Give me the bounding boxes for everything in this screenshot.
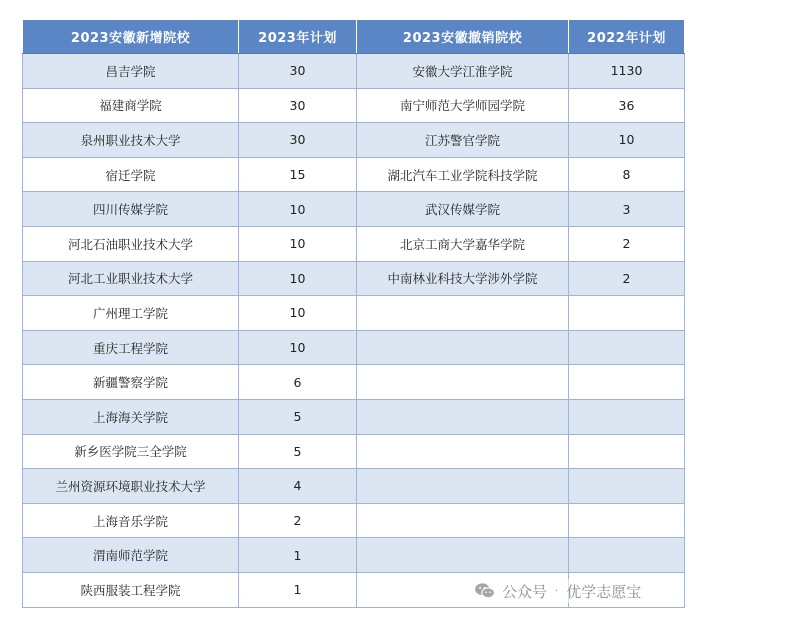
cell-new-school: 陕西服装工程学院 [23, 572, 239, 607]
wechat-icon [474, 582, 496, 600]
cell-removed-school: 南宁师范大学师园学院 [357, 88, 569, 123]
school-table-container [22, 19, 684, 608]
cell-removed-school [357, 365, 569, 400]
table-row [23, 296, 685, 331]
cell-2023-plan: 5 [239, 434, 357, 469]
cell-removed-school [357, 330, 569, 365]
table-row [23, 123, 685, 158]
cell-new-school: 广州理工学院 [23, 296, 239, 331]
watermark-separator: · [555, 585, 559, 597]
cell-removed-school [357, 399, 569, 434]
cell-removed-school [357, 503, 569, 538]
cell-new-school: 兰州资源环境职业技术大学 [23, 469, 239, 504]
cell-2023-plan: 10 [239, 296, 357, 331]
cell-removed-school [357, 538, 569, 573]
table-row [23, 88, 685, 123]
cell-2022-plan [569, 503, 685, 538]
cell-2022-plan [569, 399, 685, 434]
cell-new-school: 福建商学院 [23, 88, 239, 123]
cell-2023-plan: 6 [239, 365, 357, 400]
cell-2023-plan: 1 [239, 572, 357, 607]
watermark [470, 579, 645, 603]
cell-2023-plan: 30 [239, 88, 357, 123]
cell-2022-plan: 8 [569, 157, 685, 192]
cell-2022-plan: 2 [569, 261, 685, 296]
header-removed-schools: 2023安徽撤销院校 [357, 20, 569, 54]
cell-new-school: 河北石油职业技术大学 [23, 226, 239, 261]
table-row [23, 157, 685, 192]
cell-2022-plan: 10 [569, 123, 685, 158]
cell-2023-plan: 30 [239, 54, 357, 89]
table-row [23, 54, 685, 89]
cell-2023-plan: 1 [239, 538, 357, 573]
table-row [23, 365, 685, 400]
table-row [23, 434, 685, 469]
cell-removed-school [357, 296, 569, 331]
cell-2022-plan: 2 [569, 226, 685, 261]
watermark-source: 公众号 [502, 582, 548, 601]
cell-2022-plan [569, 296, 685, 331]
cell-removed-school: 江苏警官学院 [357, 123, 569, 158]
cell-2022-plan [569, 538, 685, 573]
table-row [23, 503, 685, 538]
cell-removed-school [357, 434, 569, 469]
table-row [23, 469, 685, 504]
cell-removed-school: 湖北汽车工业学院科技学院 [357, 157, 569, 192]
cell-2023-plan: 2 [239, 503, 357, 538]
table-header-row [23, 20, 685, 54]
cell-2022-plan: 3 [569, 192, 685, 227]
cell-removed-school: 北京工商大学嘉华学院 [357, 226, 569, 261]
table-row [23, 261, 685, 296]
cell-removed-school: 安徽大学江淮学院 [357, 54, 569, 89]
table-row [23, 538, 685, 573]
cell-2023-plan: 15 [239, 157, 357, 192]
cell-removed-school: 中南林业科技大学涉外学院 [357, 261, 569, 296]
school-plan-table [22, 19, 685, 608]
cell-2022-plan [569, 330, 685, 365]
cell-new-school: 上海音乐学院 [23, 503, 239, 538]
cell-new-school: 四川传媒学院 [23, 192, 239, 227]
cell-new-school: 重庆工程学院 [23, 330, 239, 365]
cell-new-school: 渭南师范学院 [23, 538, 239, 573]
cell-new-school: 新乡医学院三全学院 [23, 434, 239, 469]
cell-new-school: 泉州职业技术大学 [23, 123, 239, 158]
cell-removed-school [357, 469, 569, 504]
cell-2023-plan: 5 [239, 399, 357, 434]
table-row [23, 399, 685, 434]
cell-2022-plan [569, 469, 685, 504]
watermark-account: 优学志愿宝 [566, 582, 642, 601]
header-2023-plan: 2023年计划 [239, 20, 357, 54]
cell-2022-plan [569, 365, 685, 400]
header-2022-plan: 2022年计划 [569, 20, 685, 54]
table-row [23, 192, 685, 227]
table-row [23, 330, 685, 365]
cell-2022-plan [569, 434, 685, 469]
cell-2022-plan: 36 [569, 88, 685, 123]
cell-2023-plan: 10 [239, 261, 357, 296]
cell-new-school: 上海海关学院 [23, 399, 239, 434]
cell-removed-school: 武汉传媒学院 [357, 192, 569, 227]
cell-new-school: 河北工业职业技术大学 [23, 261, 239, 296]
table-body [23, 54, 685, 608]
cell-2023-plan: 10 [239, 226, 357, 261]
cell-2023-plan: 10 [239, 330, 357, 365]
cell-new-school: 宿迁学院 [23, 157, 239, 192]
table-row [23, 226, 685, 261]
cell-2023-plan: 4 [239, 469, 357, 504]
cell-2022-plan: 1130 [569, 54, 685, 89]
cell-2023-plan: 30 [239, 123, 357, 158]
cell-new-school: 昌吉学院 [23, 54, 239, 89]
cell-2023-plan: 10 [239, 192, 357, 227]
cell-new-school: 新疆警察学院 [23, 365, 239, 400]
header-new-schools: 2023安徽新增院校 [23, 20, 239, 54]
